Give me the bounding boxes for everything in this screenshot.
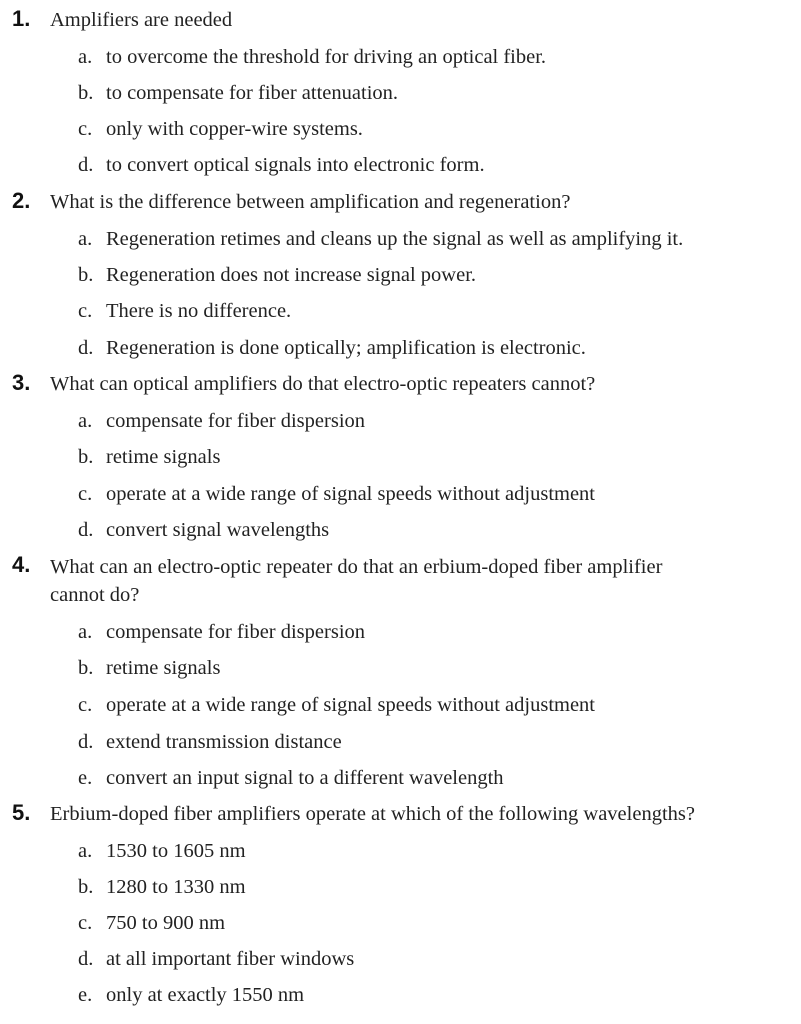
question-text-continued: cannot do? <box>50 584 140 606</box>
option-text: convert an input signal to a different wavelength <box>106 767 504 789</box>
option-text: only at exactly 1550 nm <box>106 984 305 1006</box>
option-text: There is no difference. <box>106 300 292 322</box>
option-text: compensate for fiber dispersion <box>106 621 366 643</box>
option-letter: c. <box>78 300 93 322</box>
option-text: Regeneration is done optically; amplification is electronic. <box>106 337 586 359</box>
question-number: 3. <box>12 370 31 395</box>
option-letter: d. <box>78 948 94 970</box>
option-letter: d. <box>78 731 94 753</box>
option-letter: c. <box>78 483 93 505</box>
option-letter: c. <box>78 912 93 934</box>
option-text: extend transmission distance <box>106 731 342 753</box>
option-letter: b. <box>78 82 94 104</box>
option-letter: d. <box>78 337 94 359</box>
option-letter: c. <box>78 118 93 140</box>
question-number: 5. <box>12 800 31 825</box>
option-text: to overcome the threshold for driving an optical fiber. <box>106 46 547 68</box>
question-text: Amplifiers are needed <box>50 9 233 31</box>
option-text: retime signals <box>106 657 221 679</box>
option-letter: d. <box>78 154 94 176</box>
option-text: only with copper-wire systems. <box>106 118 363 140</box>
option-text: Regeneration does not increase signal power. <box>106 264 477 286</box>
option-letter: a. <box>78 840 93 862</box>
option-letter: e. <box>78 984 93 1006</box>
option-letter: b. <box>78 446 94 468</box>
option-letter: c. <box>78 694 93 716</box>
option-text: 1280 to 1330 nm <box>106 876 246 898</box>
option-text: compensate for fiber dispersion <box>106 410 366 432</box>
question-number: 4. <box>12 552 31 577</box>
question-text: What can optical amplifiers do that electro-optic repeaters cannot? <box>50 373 596 395</box>
option-text: retime signals <box>106 446 221 468</box>
option-text: to compensate for fiber attenuation. <box>106 82 399 104</box>
option-letter: b. <box>78 876 94 898</box>
question-text: Erbium-doped fiber amplifiers operate at which of the following wavelengths? <box>50 803 695 825</box>
option-letter: a. <box>78 410 93 432</box>
option-letter: a. <box>78 621 93 643</box>
question-number: 2. <box>12 188 31 213</box>
option-letter: e. <box>78 767 93 789</box>
question-text: What can an electro-optic repeater do that an erbium-doped fiber amplifier <box>50 556 663 578</box>
option-text: at all important fiber windows <box>106 948 355 970</box>
option-letter: a. <box>78 228 93 250</box>
option-text: operate at a wide range of signal speeds without adjustment <box>106 694 596 716</box>
option-letter: d. <box>78 519 94 541</box>
question-text: What is the difference between amplification and regeneration? <box>50 191 571 213</box>
option-text: Regeneration retimes and cleans up the signal as well as amplifying it. <box>106 228 684 250</box>
option-letter: a. <box>78 46 93 68</box>
option-text: convert signal wavelengths <box>106 519 330 541</box>
option-text: operate at a wide range of signal speeds without adjustment <box>106 483 596 505</box>
option-letter: b. <box>78 657 94 679</box>
option-text: 1530 to 1605 nm <box>106 840 246 862</box>
question-number: 1. <box>12 6 31 31</box>
option-text: to convert optical signals into electronic form. <box>106 154 485 176</box>
option-text: 750 to 900 nm <box>106 912 226 934</box>
option-letter: b. <box>78 264 94 286</box>
